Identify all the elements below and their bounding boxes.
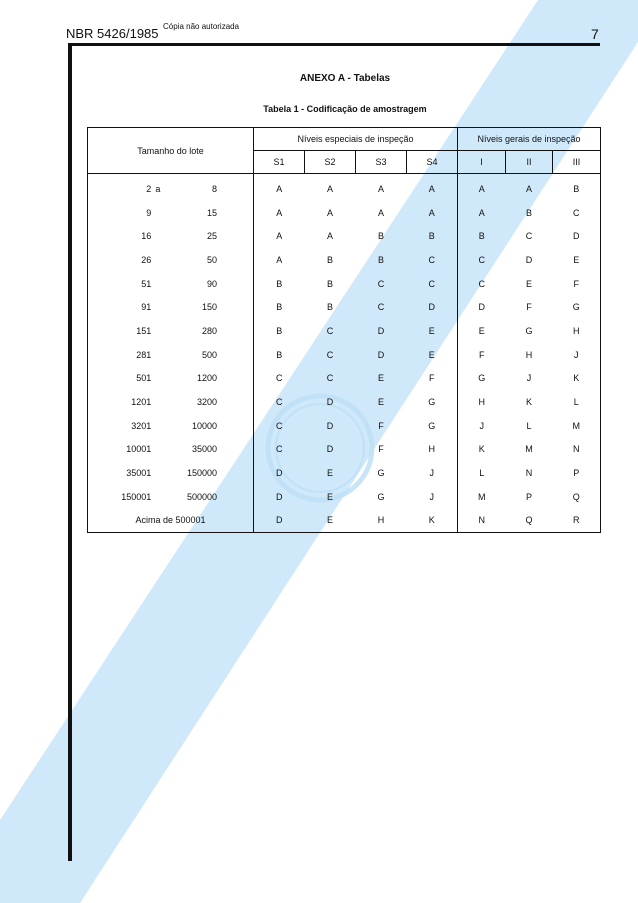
code-letter-cell: B	[478, 231, 485, 242]
code-letter-cell: K	[478, 444, 485, 455]
table-row	[88, 414, 601, 438]
lot-size-cell	[88, 295, 254, 319]
code-letter-cell: B	[254, 319, 305, 343]
code-letter-cell: N	[553, 438, 601, 462]
code-letter-cell: C	[254, 367, 305, 391]
code-letter-cell: E	[407, 319, 458, 343]
table-row	[88, 367, 601, 391]
code-letter-cell: A	[377, 207, 384, 218]
general-levels-header: Níveis gerais de inspeção	[458, 128, 601, 151]
lot-size-label: Acima de 500001	[135, 515, 206, 526]
code-letter-cell: B	[553, 174, 601, 201]
code-letter-cell: E	[326, 468, 333, 479]
lot-size-from: 151	[136, 325, 152, 336]
code-letter-cell: Q	[553, 485, 601, 509]
code-letter-cell: E	[407, 343, 458, 367]
lot-size-from: 91	[141, 302, 152, 313]
lot-size-to: 3200	[196, 397, 217, 408]
code-letter-cell: G	[525, 325, 533, 336]
lot-size-from: 1201	[131, 397, 152, 408]
lot-size-to: 35000	[191, 444, 217, 455]
lot-size-to: 280	[201, 325, 217, 336]
code-letter-cell: A	[254, 174, 305, 201]
lot-size-to: 500000	[186, 491, 217, 502]
code-letter-cell: F	[378, 420, 384, 431]
code-letter-cell: B	[526, 207, 533, 218]
code-letter-cell: R	[553, 509, 601, 533]
code-letter-cell: J	[526, 373, 532, 384]
lot-size-to: 15	[206, 207, 217, 218]
lot-size-from: 35001	[126, 468, 152, 479]
table-row	[88, 343, 601, 367]
level-column-header: S1	[254, 151, 305, 174]
code-letter-cell: C	[478, 278, 486, 289]
lot-size-cell	[88, 174, 254, 201]
lot-size-cell	[88, 485, 254, 509]
lot-size-to: 150000	[186, 468, 217, 479]
margin-rule	[68, 43, 72, 861]
code-letter-cell: C	[377, 278, 385, 289]
table-row	[88, 485, 601, 509]
code-letter-cell: C	[407, 248, 458, 272]
code-letter-cell: B	[254, 343, 305, 367]
table-row	[88, 295, 601, 319]
lot-size-from: 150001	[121, 491, 152, 502]
code-letter-cell: C	[254, 414, 305, 438]
code-letter-cell: A	[254, 224, 305, 248]
code-letter-cell: F	[526, 302, 532, 313]
table-row	[88, 174, 601, 201]
level-column-header: III	[553, 151, 601, 174]
lot-size-cell	[88, 201, 254, 225]
code-letter-cell: B	[326, 302, 333, 313]
code-letter-cell: H	[525, 349, 533, 360]
code-letter-cell: E	[305, 509, 356, 533]
code-letter-cell: D	[407, 295, 458, 319]
code-letter-cell: B	[326, 254, 333, 265]
code-letter-cell: G	[377, 468, 385, 479]
lot-size-to: 1200	[196, 373, 217, 384]
code-letter-cell: F	[407, 367, 458, 391]
code-letter-cell: D	[254, 461, 305, 485]
lot-size-cell	[88, 272, 254, 296]
code-letter-cell: F	[378, 444, 384, 455]
lot-size-to: 25	[206, 231, 217, 242]
code-letter-cell: C	[478, 254, 486, 265]
lot-size-to: 500	[201, 349, 217, 360]
code-letter-cell: C	[553, 201, 601, 225]
lot-size-cell	[88, 461, 254, 485]
code-letter-cell: K	[407, 509, 458, 533]
lot-size-cell	[88, 224, 254, 248]
code-letter-cell: C	[326, 325, 334, 336]
lot-size-to: 8	[211, 183, 217, 194]
lot-size-to: 150	[201, 302, 217, 313]
code-letter-cell: C	[326, 349, 334, 360]
code-letter-cell: G	[407, 390, 458, 414]
code-letter-cell: H	[356, 509, 407, 533]
code-letter-cell: B	[407, 224, 458, 248]
code-letter-cell: M	[478, 491, 486, 502]
table-row	[88, 272, 601, 296]
lot-size-cell	[88, 390, 254, 414]
table-row	[88, 509, 601, 533]
table-title: Tabela 1 - Codificação de amostragem	[263, 104, 427, 114]
code-letter-cell: C	[407, 272, 458, 296]
code-letter-cell: E	[526, 278, 533, 289]
code-letter-cell: D	[377, 349, 385, 360]
code-letter-cell: H	[478, 397, 486, 408]
lot-size-cell	[88, 319, 254, 343]
lot-size-from: 16	[141, 231, 152, 242]
code-letter-cell: B	[254, 272, 305, 296]
code-letter-cell: M	[553, 414, 601, 438]
lot-size-cell	[88, 367, 254, 391]
code-letter-cell: N	[458, 509, 506, 533]
code-letter-cell: G	[478, 373, 486, 384]
code-letter-cell: A	[326, 207, 333, 218]
code-letter-cell: E	[478, 325, 485, 336]
table-row	[88, 319, 601, 343]
code-letter-cell: F	[553, 272, 601, 296]
sampling-code-table	[87, 127, 601, 533]
code-letter-cell: H	[407, 438, 458, 462]
code-letter-cell: G	[377, 491, 385, 502]
lot-size-from: 2	[146, 183, 152, 194]
code-letter-cell: B	[377, 231, 384, 242]
code-letter-cell: A	[254, 201, 305, 225]
lot-size-cell	[88, 248, 254, 272]
page-number: 7	[591, 26, 599, 42]
lot-size-header: Tamanho do lote	[88, 128, 254, 174]
table-row	[88, 390, 601, 414]
code-letter-cell: L	[479, 468, 485, 479]
lot-size-cell	[88, 438, 254, 462]
code-letter-cell: K	[526, 397, 533, 408]
lot-size-from: 51	[141, 278, 152, 289]
code-letter-cell: B	[377, 254, 384, 265]
lot-size-to: 10000	[191, 420, 217, 431]
special-levels-header: Níveis especiais de inspeção	[254, 128, 458, 151]
lot-size-from: 3201	[131, 420, 152, 431]
code-letter-cell: P	[526, 491, 533, 502]
code-letter-cell: D	[377, 325, 385, 336]
code-letter-cell: D	[553, 224, 601, 248]
code-letter-cell: L	[526, 420, 532, 431]
code-letter-cell: L	[553, 390, 601, 414]
lot-size-from: 501	[136, 373, 152, 384]
code-letter-cell: K	[553, 367, 601, 391]
code-letter-cell: H	[553, 319, 601, 343]
code-letter-cell: D	[326, 444, 334, 455]
code-letter-cell: F	[479, 349, 485, 360]
code-letter-cell: N	[525, 468, 533, 479]
level-column-header: S3	[356, 151, 407, 174]
code-letter-cell: A	[478, 183, 485, 194]
lot-size-to: 90	[206, 278, 217, 289]
level-column-header: S4	[407, 151, 458, 174]
lot-size-to: 50	[206, 254, 217, 265]
code-letter-cell: J	[553, 343, 601, 367]
code-letter-cell: C	[254, 438, 305, 462]
code-letter-cell: A	[254, 248, 305, 272]
lot-size-cell	[88, 414, 254, 438]
copy-notice: Cópia não autorizada	[163, 22, 240, 31]
lot-size-cell	[88, 343, 254, 367]
code-letter-cell: M	[525, 444, 533, 455]
lot-size-from: 281	[136, 349, 152, 360]
code-letter-cell: D	[254, 485, 305, 509]
level-column-header: S2	[305, 151, 356, 174]
code-letter-cell: P	[553, 461, 601, 485]
table-row	[88, 201, 601, 225]
level-column-header: II	[506, 151, 553, 174]
code-letter-cell: G	[553, 295, 601, 319]
lot-size-cell	[88, 509, 254, 533]
table-row	[88, 438, 601, 462]
code-letter-cell: A	[407, 174, 458, 201]
code-letter-cell: D	[326, 397, 334, 408]
range-separator: a	[155, 183, 161, 194]
code-letter-cell: E	[377, 397, 384, 408]
lot-size-from: 10001	[126, 444, 152, 455]
code-letter-cell: A	[526, 183, 533, 194]
code-letter-cell: A	[478, 207, 485, 218]
code-letter-cell: J	[407, 461, 458, 485]
code-letter-cell: Q	[506, 509, 553, 533]
code-letter-cell: J	[407, 485, 458, 509]
level-column-header: I	[458, 151, 506, 174]
table-row	[88, 461, 601, 485]
code-letter-cell: B	[254, 295, 305, 319]
code-letter-cell: E	[377, 373, 384, 384]
code-letter-cell: D	[478, 302, 486, 313]
code-letter-cell: D	[254, 509, 305, 533]
code-letter-cell: C	[326, 373, 334, 384]
code-letter-cell: A	[326, 231, 333, 242]
code-letter-cell: G	[407, 414, 458, 438]
code-letter-cell: E	[326, 491, 333, 502]
code-letter-cell: J	[479, 420, 485, 431]
lot-size-from: 9	[146, 207, 152, 218]
code-letter-cell: C	[254, 390, 305, 414]
code-letter-cell: D	[525, 254, 533, 265]
code-letter-cell: D	[326, 420, 334, 431]
table-row	[88, 224, 601, 248]
code-letter-cell: E	[553, 248, 601, 272]
code-letter-cell: C	[377, 302, 385, 313]
code-letter-cell: B	[326, 278, 333, 289]
header-rule	[68, 43, 600, 46]
standard-code: NBR 5426/1985	[66, 26, 159, 41]
lot-size-from: 26	[141, 254, 152, 265]
code-letter-cell: A	[377, 183, 384, 194]
code-letter-cell: A	[407, 201, 458, 225]
table-row	[88, 248, 601, 272]
code-letter-cell: A	[326, 183, 333, 194]
code-letter-cell: C	[525, 231, 533, 242]
annex-title: ANEXO A - Tabelas	[299, 73, 391, 84]
